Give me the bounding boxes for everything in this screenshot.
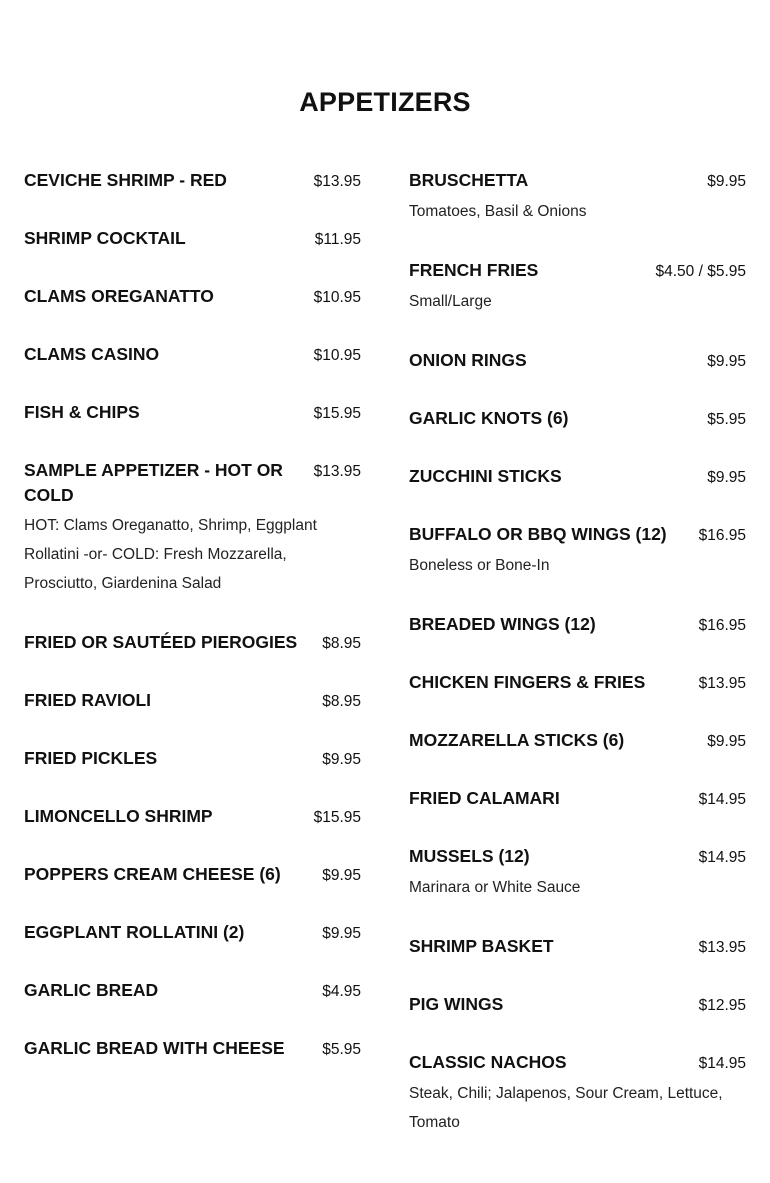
menu-item-price: $14.95 (698, 849, 746, 866)
menu-item-row (409, 786, 746, 812)
left-menu-column (24, 168, 361, 1094)
menu-item-name: SAMPLE APPETIZER - HOT OR COLD (24, 460, 283, 505)
menu-item-name: SHRIMP BASKET (409, 936, 554, 956)
menu-item-row (409, 348, 746, 374)
menu-item-row (24, 862, 361, 888)
menu-item-price: $9.95 (322, 751, 361, 768)
menu-item-row (409, 728, 746, 754)
menu-item (409, 464, 746, 490)
menu-item-name: FRIED CALAMARI (409, 788, 560, 808)
menu-item-name: MOZZARELLA STICKS (6) (409, 730, 625, 750)
menu-item-name: POPPERS CREAM CHEESE (6) (24, 864, 281, 884)
menu-item (24, 688, 361, 714)
menu-item-price: $14.95 (698, 1055, 746, 1072)
menu-item-name: FRIED PICKLES (24, 748, 158, 768)
menu-item-name: GARLIC BREAD WITH CHEESE (24, 1038, 285, 1058)
menu-item-description: Steak, Chili; Jalapenos, Sour Cream, Lettuce, Tomato (409, 1085, 723, 1131)
menu-item (409, 406, 746, 432)
menu-item-row (409, 612, 746, 638)
menu-item-row (409, 464, 746, 490)
menu-item-name: CHICKEN FINGERS & FRIES (409, 672, 646, 692)
menu-item-row (409, 406, 746, 432)
menu-item-price: $11.95 (314, 231, 361, 248)
menu-item-row (409, 670, 746, 696)
menu-item-row (24, 458, 361, 508)
menu-item-name: FRIED RAVIOLI (24, 690, 152, 710)
menu-item (409, 348, 746, 374)
menu-item (409, 728, 746, 754)
menu-item-row (409, 1050, 746, 1076)
menu-item-description: Marinara or White Sauce (409, 879, 581, 896)
menu-item-row (24, 688, 361, 714)
menu-item-price: $13.95 (313, 463, 361, 480)
menu-item-price: $8.95 (322, 635, 361, 652)
menu-item-name: MUSSELS (12) (409, 846, 530, 866)
menu-item-name: FISH & CHIPS (24, 402, 140, 422)
menu-item-price: $13.95 (698, 675, 746, 692)
menu-item-price: $12.95 (698, 997, 746, 1014)
menu-item-name: CEVICHE SHRIMP - RED (24, 170, 227, 190)
menu-item (409, 670, 746, 696)
menu-item-name: FRIED OR SAUTÉED PIEROGIES (24, 632, 298, 652)
menu-item (409, 934, 746, 960)
menu-item-row (409, 844, 746, 870)
menu-item-row (409, 934, 746, 960)
menu-item (409, 522, 746, 580)
menu-item-price: $9.95 (707, 353, 746, 370)
menu-item (409, 612, 746, 638)
menu-item-name: FRENCH FRIES (409, 260, 539, 280)
menu-item (24, 978, 361, 1004)
menu-item-row (409, 258, 746, 284)
menu-item-name: CLASSIC NACHOS (409, 1052, 567, 1072)
menu-item-row (24, 226, 361, 252)
menu-section-title: APPETIZERS (299, 87, 471, 117)
menu-item-name: BUFFALO OR BBQ WINGS (12) (409, 524, 667, 544)
menu-item-price: $15.95 (313, 405, 361, 422)
menu-item-name: CLAMS CASINO (24, 344, 160, 364)
menu-item-row (409, 522, 746, 548)
menu-item-price: $16.95 (698, 617, 746, 634)
menu-item (409, 786, 746, 812)
menu-item-name: LIMONCELLO SHRIMP (24, 806, 213, 826)
menu-item-price: $8.95 (322, 693, 361, 710)
right-menu-column (409, 168, 746, 1169)
menu-item (409, 844, 746, 902)
menu-item (24, 226, 361, 252)
menu-item-row (24, 400, 361, 426)
menu-item (24, 920, 361, 946)
menu-item-price: $5.95 (322, 1041, 361, 1058)
menu-item-price: $9.95 (707, 733, 746, 750)
menu-item-row (24, 342, 361, 368)
menu-item-description: Small/Large (409, 293, 492, 310)
menu-item-row (24, 920, 361, 946)
menu-item-price: $9.95 (322, 925, 361, 942)
menu-item-row (24, 746, 361, 772)
menu-item-row (24, 1036, 361, 1062)
menu-item (24, 630, 361, 656)
menu-item-price: $4.95 (322, 983, 361, 1000)
menu-item-price: $13.95 (698, 939, 746, 956)
menu-item-price: $9.95 (707, 469, 746, 486)
menu-item-row (24, 168, 361, 194)
menu-item-row (24, 630, 361, 656)
menu-item-row (24, 978, 361, 1004)
menu-item-price: $16.95 (698, 527, 746, 544)
menu-item (24, 1036, 361, 1062)
menu-item-price: $13.95 (313, 173, 361, 190)
menu-item-price: $5.95 (707, 411, 746, 428)
menu-item (24, 458, 361, 598)
menu-item (24, 168, 361, 194)
menu-item-price: $10.95 (313, 347, 361, 364)
menu-item (24, 400, 361, 426)
menu-item-name: SHRIMP COCKTAIL (24, 228, 186, 248)
menu-item-name: ONION RINGS (409, 350, 527, 370)
menu-item-price: $10.95 (313, 289, 361, 306)
menu-item (409, 258, 746, 316)
menu-item (409, 168, 746, 226)
menu-item-price: $9.95 (322, 867, 361, 884)
menu-item-name: BREADED WINGS (12) (409, 614, 596, 634)
menu-item (24, 862, 361, 888)
menu-item-row (24, 284, 361, 310)
menu-item (24, 804, 361, 830)
menu-item-name: BRUSCHETTA (409, 170, 529, 190)
menu-item-name: EGGPLANT ROLLATINI (2) (24, 922, 245, 942)
menu-item (409, 992, 746, 1018)
menu-item-name: ZUCCHINI STICKS (409, 466, 562, 486)
menu-item-name: GARLIC KNOTS (6) (409, 408, 569, 428)
menu-item-name: PIG WINGS (409, 994, 504, 1014)
menu-item-row (409, 992, 746, 1018)
menu-item-price: $14.95 (698, 791, 746, 808)
menu-item-description: HOT: Clams Oreganatto, Shrimp, Eggplant Rollatini -or- COLD: Fresh Mozzarella, Prosciutto, Giardenina Salad (24, 517, 317, 592)
menu-item-price: $15.95 (313, 809, 361, 826)
menu-item-name: CLAMS OREGANATTO (24, 286, 214, 306)
menu-item-description: Tomatoes, Basil & Onions (409, 203, 587, 220)
menu-item (24, 342, 361, 368)
menu-item-price: $4.50 / $5.95 (655, 263, 746, 280)
menu-item-price: $9.95 (707, 173, 746, 190)
menu-item (24, 284, 361, 310)
menu-item (409, 1050, 746, 1137)
menu-item-name: GARLIC BREAD (24, 980, 159, 1000)
menu-item-description: Boneless or Bone-In (409, 557, 550, 574)
menu-item-row (409, 168, 746, 194)
menu-item (24, 746, 361, 772)
menu-item-row (24, 804, 361, 830)
